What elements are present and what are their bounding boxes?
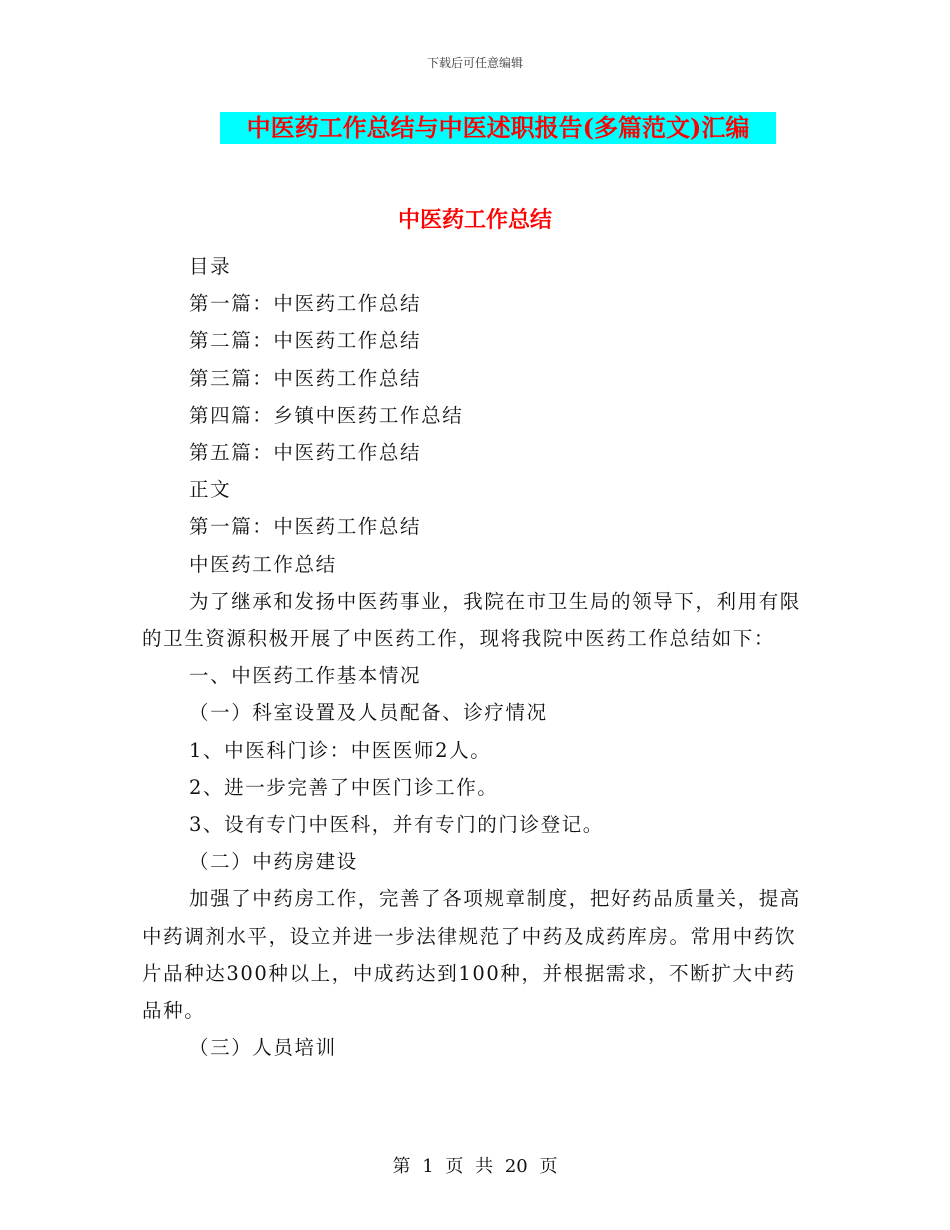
subsection-heading: （二）中药房建设 [189, 850, 358, 874]
page-number-footer: 第 1 页 共 20 页 [392, 1156, 558, 1177]
subsection-heading: （一）科室设置及人员配备、诊疗情况 [189, 701, 548, 725]
toc-item: 第二篇：中医药工作总结 [189, 329, 422, 353]
list-item: 3、设有专门中医科，并有专门的门诊登记。 [189, 813, 604, 837]
document-body [142, 248, 802, 1066]
chapter-heading: 第一篇：中医药工作总结 [189, 515, 422, 539]
body-paragraph: 加强了中药房工作，完善了各项规章制度，把好药品质量关，提高中药调剂水平，设立并进一步法律规范了中药及成药库房。常用中药饮片品种达300种以上，中成药达到100种，并根据需求，不断扩大中药品种。 [142, 887, 801, 1023]
subsection-heading: （三）人员培训 [189, 1036, 337, 1060]
toc-item: 第四篇：乡镇中医药工作总结 [189, 403, 464, 427]
body-paragraph: 为了继承和发扬中医药事业，我院在市卫生局的领导下，利用有限的卫生资源积极开展了中医药工作，现将我院中医药工作总结如下： [142, 589, 801, 651]
list-item: 1、中医科门诊：中医医师2人。 [189, 738, 492, 762]
toc-item: 第三篇：中医药工作总结 [189, 366, 422, 390]
chapter-title: 中医药工作总结 [189, 552, 337, 576]
document-section-title: 中医药工作总结 [397, 207, 552, 233]
list-item: 2、进一步完善了中医门诊工作。 [189, 775, 499, 799]
section-heading: 一、中医药工作基本情况 [189, 664, 422, 688]
body-heading: 正文 [189, 478, 232, 502]
document-main-title: 中医药工作总结与中医述职报告(多篇范文)汇编 [220, 112, 776, 144]
header-note: 下载后可任意编辑 [426, 56, 523, 70]
toc-item: 第五篇：中医药工作总结 [189, 441, 422, 465]
toc-item: 第一篇：中医药工作总结 [189, 292, 422, 316]
toc-heading: 目录 [189, 255, 232, 278]
